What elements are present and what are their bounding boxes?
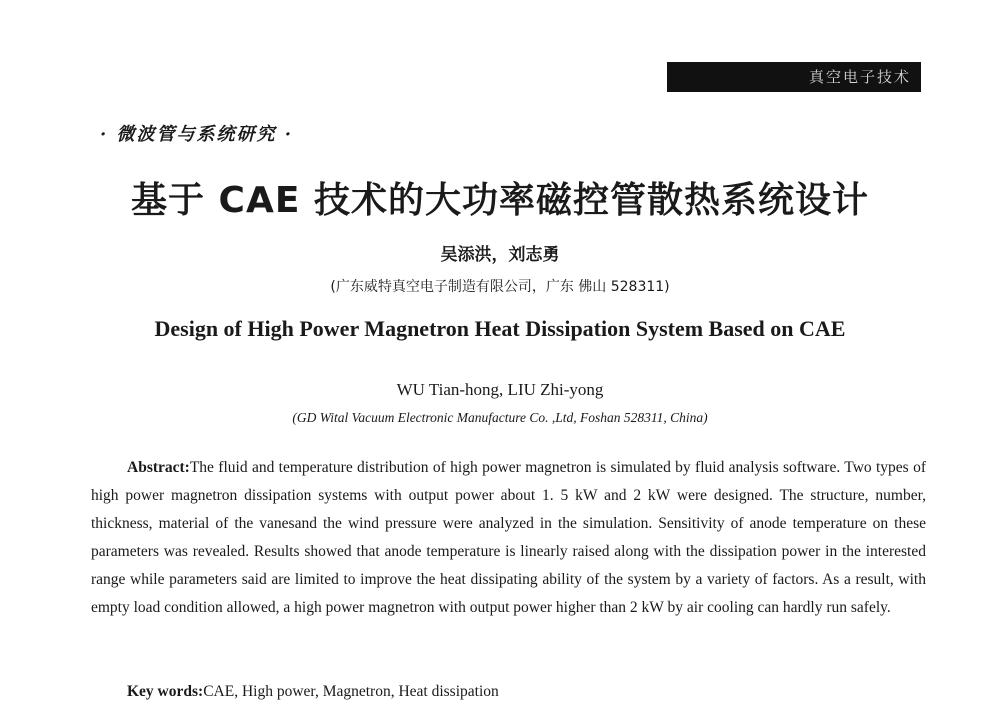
abstract-paragraph [91,454,926,622]
abstract-label: Abstract: [127,459,190,476]
chinese-title: 基于 CAE 技术的大功率磁控管散热系统设计 [131,180,869,221]
english-authors: WU Tian-hong, LIU Zhi-yong [396,380,604,399]
keywords-text: CAE, High power, Magnetron, Heat dissipation [203,683,499,700]
english-affiliation: (GD Wital Vacuum Electronic Manufacture Co. ,Ltd, Foshan 528311, China) [292,410,708,425]
english-title: Design of High Power Magnetron Heat Dissipation System Based on CAE [154,316,846,341]
journal-header-band: 真空电子技术 [667,62,921,92]
chinese-authors: 吴添洪，刘志勇 [440,245,560,265]
keywords-label: Key words: [127,683,204,700]
chinese-affiliation: (广东威特真空电子制造有限公司，广东 佛山 528311) [330,279,670,295]
abstract-text: The fluid and temperature distribution of high power magnetron is simulated by fluid analysis software. Two types of high power magnetron dissipation systems with output power about 1. 5 kW and 2 kW were designed. The structure, number, thickness, material of the vanesand the wind pressure were analyzed in the simulation. Sensitivity of anode temperature on these parameters was revealed. Results showed that anode temperature is linearly raised along with the dissipation power in the interested range while parameters said are limited to improve the heat dissipating ability of the system by a variety of factors. As a result, with empty load condition allowed, a high power magnetron with output power higher than 2 kW by air cooling can hardly run safely. [91,459,926,616]
keywords-line [127,678,499,706]
column-label: · 微波管与系统研究 · [100,124,294,145]
